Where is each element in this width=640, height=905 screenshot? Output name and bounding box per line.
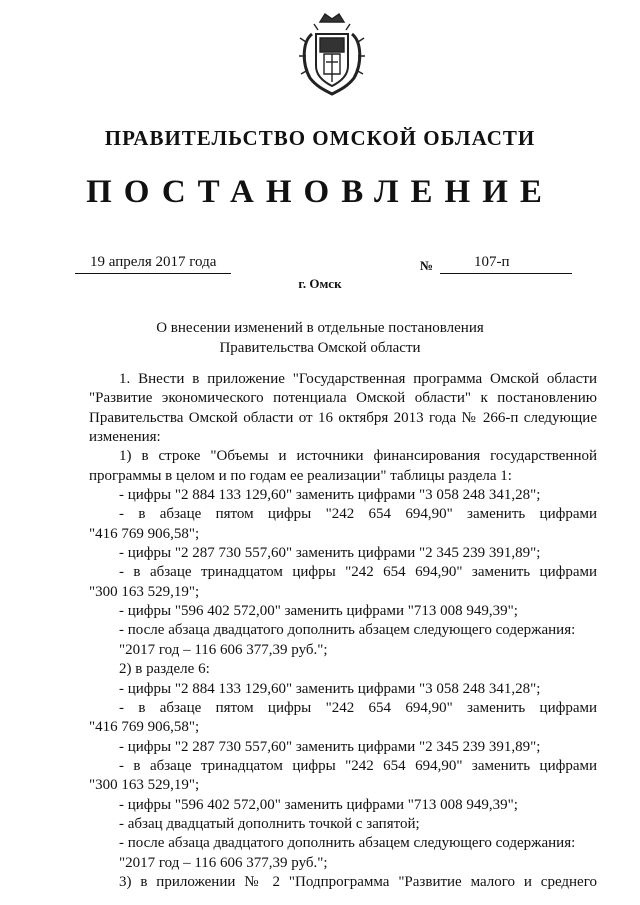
body-line: "300 163 529,19"; (89, 777, 200, 794)
body-line: 1. Внести в приложение "Государственная программа Омской области (119, 371, 597, 387)
body-line: - цифры "2 884 133 129,60" заменить цифрами "3 058 248 341,28"; (119, 487, 541, 504)
authority-title: ПРАВИТЕЛЬСТВО ОМСКОЙ ОБЛАСТИ (104, 126, 536, 150)
document-number: 107-п (474, 254, 510, 270)
body-line: "Развитие экономического потенциала Омской области" к постановлению (89, 390, 597, 407)
body-line: Правительства Омской области от 16 октября 2013 года № 266-п следующие (89, 409, 597, 426)
body-line: - цифры "2 287 730 557,60" заменить цифрами "2 345 239 391,89"; (119, 545, 541, 562)
body-line: "2017 год – 116 606 377,39 руб."; (119, 641, 328, 658)
body-line: - после абзаца двадцатого дополнить абзацем следующего содержания: (119, 622, 576, 639)
body-line: - после абзаца двадцатого дополнить абзацем следующего содержания: (119, 835, 576, 852)
body-line: - в абзаце пятом цифры "242 654 694,90" заменить цифрами (119, 699, 597, 716)
subject-line: Правительства Омской области (219, 340, 421, 356)
body-line: - цифры "2 884 133 129,60" заменить цифрами "3 058 248 341,28"; (119, 680, 541, 697)
body-line: - в абзаце тринадцатом цифры "242 654 694,90" заменить цифрами (119, 757, 597, 774)
body-line: - в абзаце пятом цифры "242 654 694,90" заменить цифрами (119, 506, 597, 523)
body-line: "2017 год – 116 606 377,39 руб."; (119, 854, 328, 871)
document-type: ПОСТАНОВЛЕНИЕ (86, 174, 554, 210)
body-line: изменения: (89, 429, 161, 446)
body-line: 2) в разделе 6: (119, 661, 210, 678)
subject-line: О внесении изменений в отдельные постановления (156, 320, 484, 336)
city: г. Омск (298, 276, 342, 291)
coat-of-arms-icon (298, 12, 366, 96)
number-sign: № (420, 258, 434, 273)
document-subject (0, 318, 640, 358)
body-line: 1) в строке "Объемы и источники финансирования государственной (119, 448, 597, 465)
body-line: - цифры "596 402 572,00" заменить цифрами "713 008 949,39"; (119, 603, 518, 620)
body-line: 3) в приложении № 2 "Подпрограмма "Развитие малого и среднего (119, 873, 597, 890)
body-line: "300 163 529,19"; (89, 583, 200, 600)
body-line: - абзац двадцатый дополнить точкой с запятой; (119, 815, 420, 832)
body-line: программы в целом и по годам ее реализации" таблицы раздела 1: (89, 467, 512, 484)
body-line: - цифры "2 287 730 557,60" заменить цифрами "2 345 239 391,89"; (119, 738, 541, 755)
document-date: 19 апреля 2017 года (90, 254, 217, 270)
body-line: "416 769 906,58"; (89, 719, 200, 736)
body-line: - цифры "596 402 572,00" заменить цифрами "713 008 949,39"; (119, 796, 518, 813)
document-body (89, 370, 597, 892)
body-line: - в абзаце тринадцатом цифры "242 654 694,90" заменить цифрами (119, 564, 597, 581)
body-line: "416 769 906,58"; (89, 525, 200, 542)
